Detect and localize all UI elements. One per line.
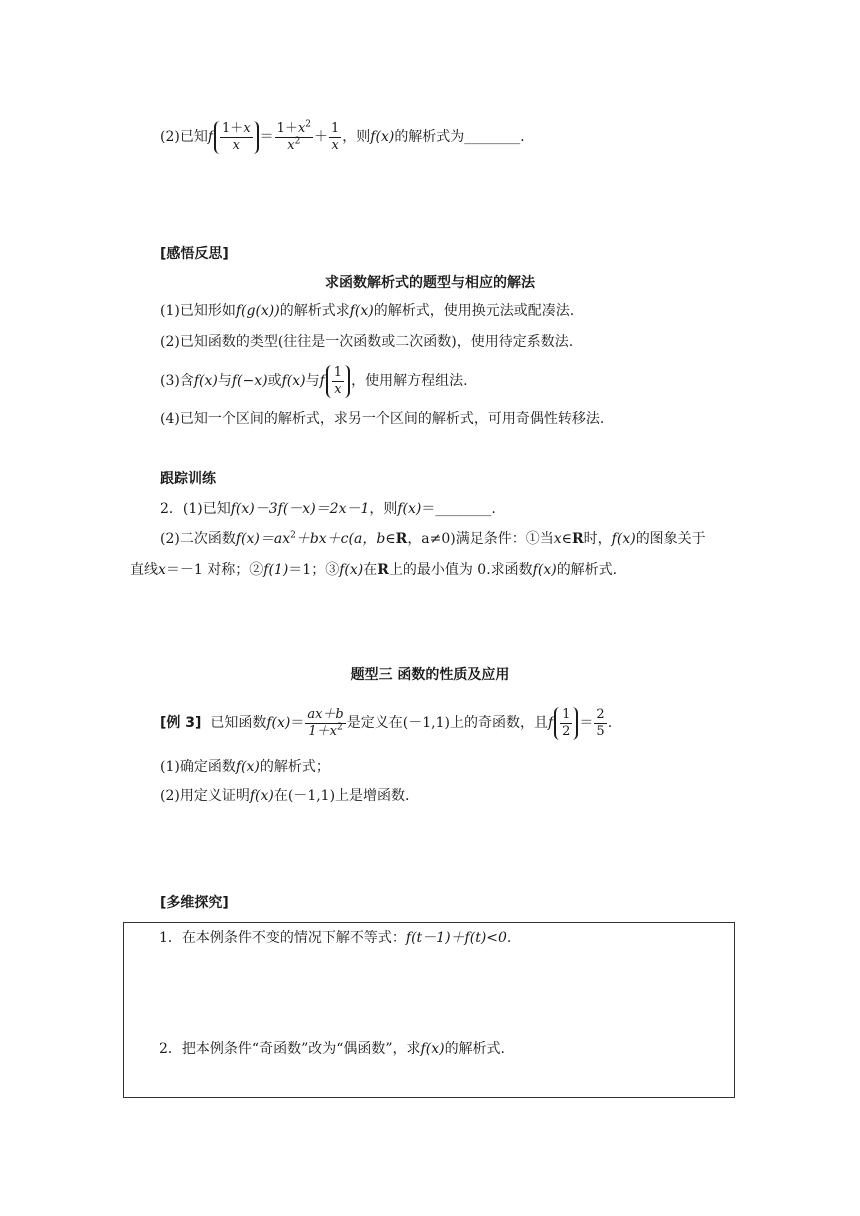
example3-p2: (2)用定义证明f(x)在(－1,1)上是增函数. [160, 788, 410, 804]
example3-p1: (1)确定函数f(x)的解析式； [160, 759, 330, 775]
fraction: $\frac{1}{x}$ [331, 120, 340, 153]
func-f: f [207, 129, 214, 145]
fraction: $\frac{1+x}{x}$ [222, 120, 251, 153]
training-q1: 2．(1)已知f(x)－3f(－x)＝2x－1，则f(x)＝________. [160, 501, 496, 517]
fraction: $\frac{1+x^2}{x^2}$ [276, 119, 312, 153]
type3-title: 题型三 函数的性质及应用 [350, 667, 510, 683]
paren-group: $\frac{1}{2}$ [554, 707, 578, 740]
reflection-title: 求函数解析式的题型与相应的解法 [325, 275, 535, 291]
q2-prefix: (2)已知 [160, 129, 208, 145]
example3-line: [例 3] 已知函数f(x)＝ $\frac{ax+b}{1+x^2}$ 是定义在(－1,1)上的奇函数，且f $\frac{1}{2}$ ＝ $\frac{2}{5}$ . [160, 706, 613, 739]
explore-heading: [多维探究] [160, 895, 229, 911]
fraction: $\frac{ax+b}{1+x^2}$ [307, 706, 344, 739]
training-heading: 跟踪训练 [160, 471, 216, 487]
paren-group [214, 121, 259, 154]
reflection-heading: [感悟反思] [160, 246, 229, 262]
explore-item-1: 1．在本例条件不变的情况下解不等式：f(t－1)＋f(t)<0. [159, 930, 512, 946]
paren-group: $\frac{1}{x}$ [326, 365, 350, 398]
reflection-p4: (4)已知一个区间的解析式，求另一个区间的解析式，可用奇偶性转移法. [160, 411, 605, 427]
training-q2-line1: (2)二次函数$f(x)=ax^2+bx+c(a$，b∈R，a≠0)满足条件：①当x∈R时，f(x)的图象关于 [160, 530, 706, 547]
reflection-p2: (2)已知函数的类型(往往是一次函数或二次函数)，使用待定系数法. [160, 334, 574, 350]
reflection-p3: (3)含f(x)与f(−x)或f(x)与f $\frac{1}{x}$ ，使用解方程组法. [160, 364, 468, 397]
training-q2-line2: 直线x＝－1 对称；②f(1)＝1；③f(x)在R上的最小值为 0.求函数f(x)的解析式. [130, 562, 618, 578]
explore-item-2: 2．把本例条件“奇函数”改为“偶函数”，求f(x)的解析式. [159, 1041, 506, 1057]
reflection-p1: (1)已知形如f(g(x))的解析式求f(x)的解析式，使用换元法或配凑法. [160, 303, 575, 319]
q2-line: (2)已知f $\frac{1+x}{x}$ ＝ $\frac{1+x^2}{x^2}$ ＋ $\frac{1}{x}$ ，则f(x)的解析式为________． [160, 119, 535, 153]
explore-box [123, 922, 735, 1098]
